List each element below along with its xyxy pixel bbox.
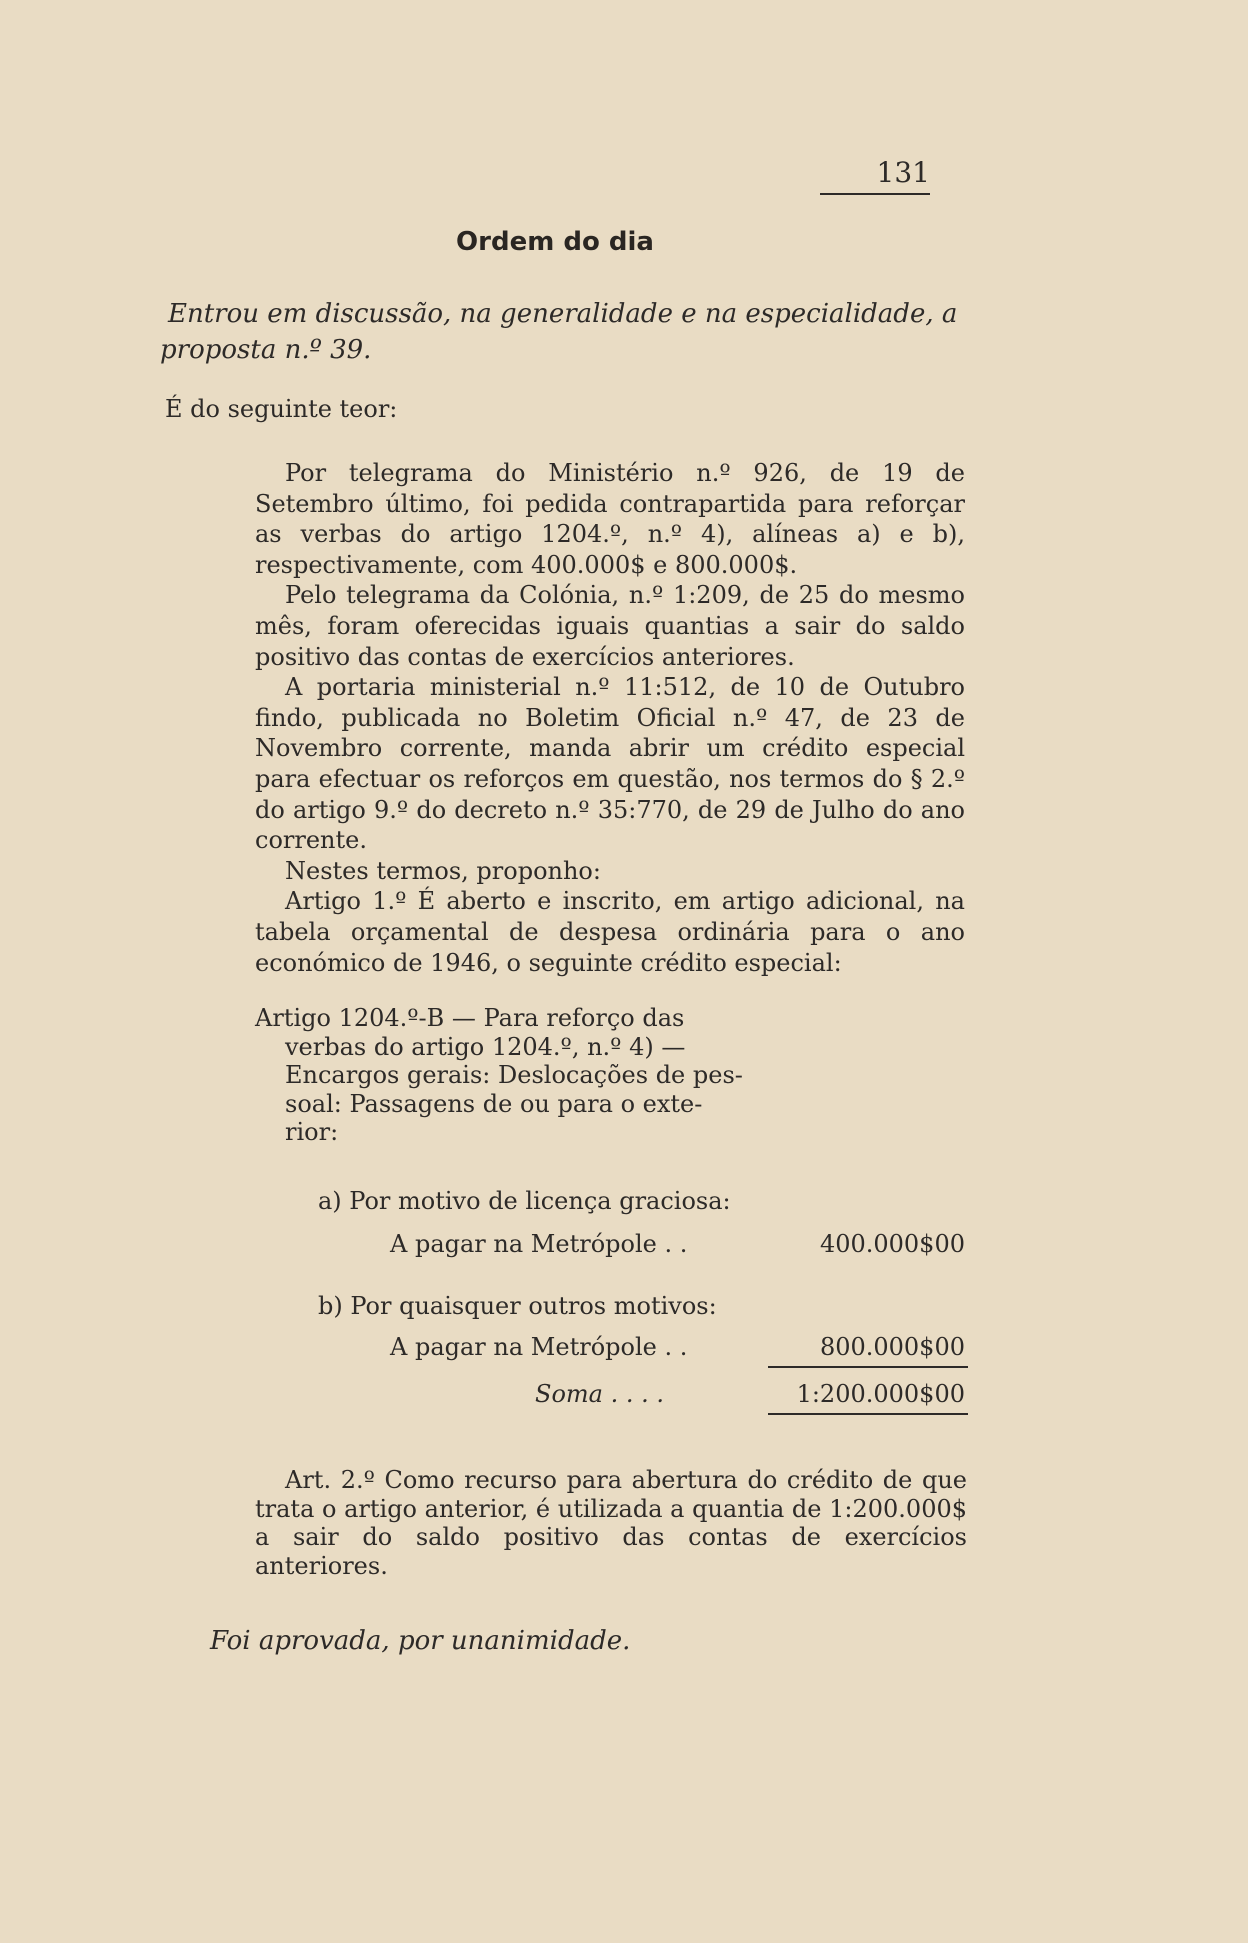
page-number-rule [820,193,930,195]
paragraph: Por telegrama do Ministério n.º 926, de 19 de Setembro último, foi pedida contrapartida para reforçar as verbas do artigo 1204.º, n.º 4), alíneas a) e b), respectivamente, com 400.000$ e 800.000$. [255,459,965,579]
intro-text: Entrou em discussão, na generalidade e na especialidade, a proposta n.º 39. [160,299,958,365]
paragraph: Artigo 1.º É aberto e inscrito, em artigo adicional, na tabela orçamental de despesa ordinária para o ano económico de 1946, o seguinte crédito especial: [255,887,965,977]
artigo-2 [255,1466,967,1580]
teor-line: É do seguinte teor: [165,395,398,423]
artigo-1204b [255,1004,765,1147]
artigo-1204b-line: verbas do artigo 1204.º, n.º 4) — [285,1032,686,1061]
paragraph: Nestes termos, proponho: [285,856,601,885]
section-title: Ordem do dia [456,227,654,257]
artigo-1204b-line: rior: [285,1118,339,1146]
total-rule [768,1413,968,1415]
item-b-sub: A pagar na Metrópole . . [390,1333,688,1361]
paragraph: Pelo telegrama da Colónia, n.º 1:209, de 25 do mesmo mês, foram oferecidas iguais quantias a sair do saldo positivo das contas de exercícios anteriores. [255,581,965,671]
page-number: 131 [876,156,930,189]
artigo-1204b-line: soal: Passagens de ou para o exte- [285,1089,703,1118]
item-a-sub: A pagar na Metrópole . . [390,1230,688,1258]
item-b-label: b) Por quaisquer outros motivos: [318,1292,717,1320]
item-b-amount: 800.000$00 [819,1333,965,1361]
soma-amount: 1:200.000$00 [796,1380,965,1408]
soma-label: Soma . . . . [535,1380,664,1408]
approval-note: Foi aprovada, por unanimidade. [210,1626,631,1656]
artigo-1204b-heading: Artigo 1204.º-B — Para reforço das [255,1004,685,1032]
art2-paragraph: Art. 2.º Como recurso para abertura do crédito de que trata o artigo anterior, é utilizada a quantia de 1:200.000$ a sair do saldo positivo das contas de exercícios anteriores. [255,1466,967,1580]
paragraph: A portaria ministerial n.º 11:512, de 10 de Outubro findo, publicada no Boletim Oficial n.º 47, de 23 de Novembro corrente, manda abrir um crédito especial para efectuar os reforços em questão, nos termos do § 2.º do artigo 9.º do decreto n.º 35:770, de 29 de Julho do ano corrente. [255,673,965,855]
sum-rule [768,1366,968,1368]
artigo-1204b-line: Encargos gerais: Deslocações de pes- [285,1061,743,1089]
proposal-body [255,458,965,978]
item-a-label: a) Por motivo de licença graciosa: [318,1187,731,1215]
item-a-amount: 400.000$00 [819,1230,965,1258]
